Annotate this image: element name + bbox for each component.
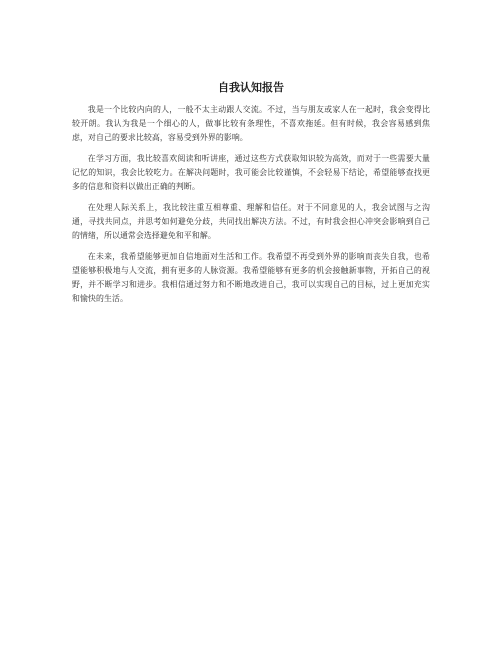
document-body	[72, 103, 430, 313]
paragraph-relationships: 在处理人际关系上，我比较注重互相尊重、理解和信任。对于不同意见的人，我会试图与之沟通，寻找共同点，并思考如何避免分歧，共同找出解决方法。不过，有时我会担心冲突会影响到自己的情绪，所以通常会选择避免和平和解。	[72, 203, 430, 240]
paragraph-learning: 在学习方面，我比较喜欢阅读和听讲座，通过这些方式获取知识较为高效，而对于一些需要大量记忆的知识，我会比较吃力。在解决问题时，我可能会比较谨慎，不会轻易下结论，希望能够查找更多的信息和资料以做出正确的判断。	[72, 154, 430, 191]
document-title: 自我认知报告	[218, 81, 284, 94]
paragraph-future: 在未来，我希望能够更加自信地面对生活和工作。我希望不再受到外界的影响而丧失自我，也希望能够积极地与人交流，拥有更多的人脉资源。我希望能够有更多的机会接触新事物，开拓自己的视野，并不断学习和进步。我相信通过努力和不断地改进自己，我可以实现自己的目标，过上更加充实和愉快的生活。	[72, 252, 430, 303]
paragraph-personality: 我是一个比较内向的人，一般不太主动跟人交流。不过，当与朋友或家人在一起时，我会变得比较开朗。我认为我是一个细心的人，做事比较有条理性，不喜欢拖延。但有时候，我会容易感到焦虑，对自己的要求比较高，容易受到外界的影响。	[72, 105, 430, 142]
